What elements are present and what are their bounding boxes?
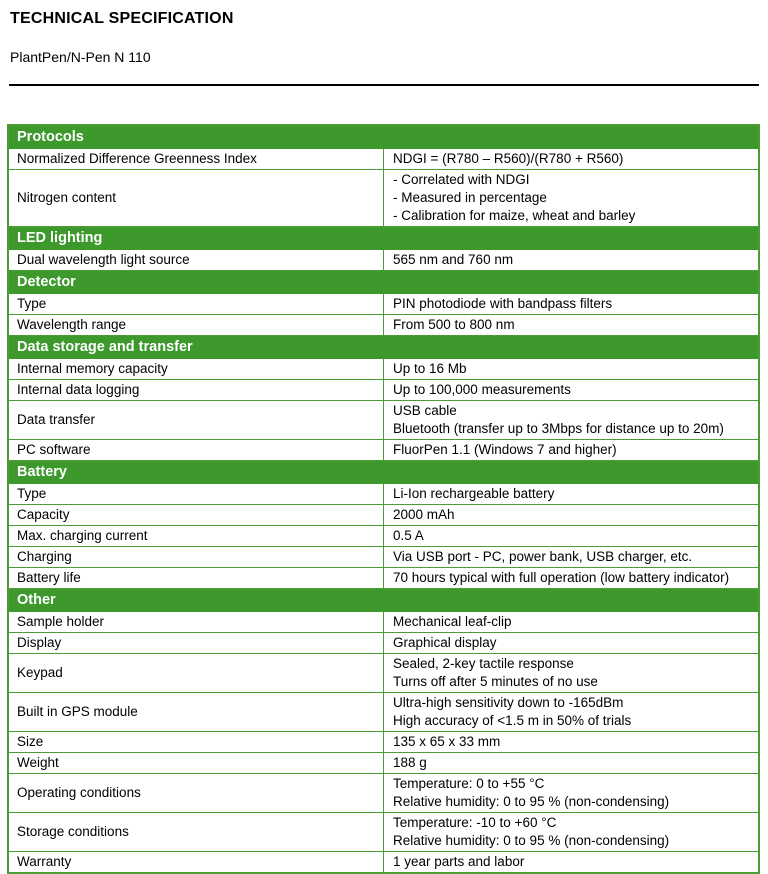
spec-value <box>384 852 760 874</box>
spec-label: Sample holder <box>8 612 384 633</box>
value-line: Relative humidity: 0 to 95 % (non-condensing) <box>393 794 670 809</box>
value-line: 70 hours typical with full operation (low battery indicator) <box>393 570 730 585</box>
spec-row-pc-software <box>8 440 759 461</box>
spec-label: Internal memory capacity <box>8 359 384 380</box>
spec-label: Internal data logging <box>8 380 384 401</box>
spec-value <box>384 440 760 461</box>
section-title: Protocols <box>8 125 759 149</box>
spec-label: Nitrogen content <box>8 170 384 227</box>
spec-row-weight <box>8 753 759 774</box>
spec-value <box>384 813 760 852</box>
value-line: Temperature: 0 to +55 °C <box>393 776 545 791</box>
value-line: Mechanical leaf-clip <box>393 614 512 629</box>
value-line: 135 x 65 x 33 mm <box>393 734 501 749</box>
spec-row-size <box>8 732 759 753</box>
value-line: 0.5 A <box>393 528 424 543</box>
spec-value <box>384 568 760 589</box>
spec-label: Built in GPS module <box>8 693 384 732</box>
spec-label: Battery life <box>8 568 384 589</box>
spec-value <box>384 250 760 271</box>
spec-label: Weight <box>8 753 384 774</box>
spec-value <box>384 380 760 401</box>
value-line: 1 year parts and labor <box>393 854 525 869</box>
spec-label: Dual wavelength light source <box>8 250 384 271</box>
spec-value <box>384 633 760 654</box>
spec-value <box>384 526 760 547</box>
spec-label: Data transfer <box>8 401 384 440</box>
spec-label: Operating conditions <box>8 774 384 813</box>
spec-table <box>7 124 760 874</box>
value-line: USB cable <box>393 403 457 418</box>
spec-row-sample-holder <box>8 612 759 633</box>
value-line: NDGI = (R780 – R560)/(R780 + R560) <box>393 151 624 166</box>
spec-value <box>384 654 760 693</box>
spec-row-built-in-gps-module <box>8 693 759 732</box>
spec-value <box>384 484 760 505</box>
spec-row-wavelength-range <box>8 315 759 336</box>
spec-label: Display <box>8 633 384 654</box>
spec-row-data-transfer <box>8 401 759 440</box>
spec-label: Max. charging current <box>8 526 384 547</box>
section-row-protocols <box>8 125 759 149</box>
spec-table-body <box>8 125 759 873</box>
value-line: Li-Ion rechargeable battery <box>393 486 555 501</box>
spec-value <box>384 359 760 380</box>
spec-row-operating-conditions <box>8 774 759 813</box>
spec-value <box>384 401 760 440</box>
spec-label: Warranty <box>8 852 384 874</box>
section-row-data-storage-and-transfer <box>8 336 759 359</box>
spec-value <box>384 732 760 753</box>
spec-value <box>384 294 760 315</box>
spec-row-charging <box>8 547 759 568</box>
spec-value <box>384 505 760 526</box>
value-line: Sealed, 2-key tactile response <box>393 656 574 671</box>
spec-row-dual-wavelength-light-source <box>8 250 759 271</box>
spec-label: Type <box>8 294 384 315</box>
section-title: Other <box>8 589 759 612</box>
value-line: PIN photodiode with bandpass filters <box>393 296 613 311</box>
spec-row-internal-memory-capacity <box>8 359 759 380</box>
spec-value <box>384 149 760 170</box>
value-line: Up to 100,000 measurements <box>393 382 571 397</box>
page-subtitle: PlantPen/N-Pen N 110 <box>10 49 151 65</box>
value-line: Relative humidity: 0 to 95 % (non-condensing) <box>393 833 670 848</box>
value-line: 188 g <box>393 755 427 770</box>
section-title: Battery <box>8 461 759 484</box>
spec-value <box>384 753 760 774</box>
spec-label: Capacity <box>8 505 384 526</box>
section-row-detector <box>8 271 759 294</box>
spec-row-internal-data-logging <box>8 380 759 401</box>
spec-label: Type <box>8 484 384 505</box>
value-line: Via USB port - PC, power bank, USB charger, etc. <box>393 549 693 564</box>
spec-label: Storage conditions <box>8 813 384 852</box>
spec-row-capacity <box>8 505 759 526</box>
value-line: From 500 to 800 nm <box>393 317 515 332</box>
spec-label: Normalized Difference Greenness Index <box>8 149 384 170</box>
spec-row-nitrogen-content <box>8 170 759 227</box>
document-page <box>0 10 768 874</box>
value-line: 2000 mAh <box>393 507 455 522</box>
spec-row-storage-conditions <box>8 813 759 852</box>
section-title: Data storage and transfer <box>8 336 759 359</box>
spec-row-warranty <box>8 852 759 874</box>
title-divider <box>9 84 759 86</box>
spec-row-display <box>8 633 759 654</box>
spec-row-keypad <box>8 654 759 693</box>
value-line: Ultra-high sensitivity down to -165dBm <box>393 695 624 710</box>
value-line: - Correlated with NDGI <box>393 172 530 187</box>
section-row-battery <box>8 461 759 484</box>
value-line: - Measured in percentage <box>393 190 547 205</box>
spec-row-type <box>8 294 759 315</box>
spec-row-normalized-difference-greenness-index <box>8 149 759 170</box>
spec-value <box>384 693 760 732</box>
spec-label: Charging <box>8 547 384 568</box>
section-title: LED lighting <box>8 227 759 250</box>
value-line: Up to 16 Mb <box>393 361 467 376</box>
spec-value <box>384 612 760 633</box>
spec-value <box>384 170 760 227</box>
value-line: 565 nm and 760 nm <box>393 252 514 267</box>
page-title: TECHNICAL SPECIFICATION <box>10 10 234 27</box>
value-line: - Calibration for maize, wheat and barley <box>393 208 636 223</box>
value-line: FluorPen 1.1 (Windows 7 and higher) <box>393 442 617 457</box>
value-line: Temperature: -10 to +60 °C <box>393 815 557 830</box>
spec-label: PC software <box>8 440 384 461</box>
spec-row-battery-life <box>8 568 759 589</box>
spec-label: Wavelength range <box>8 315 384 336</box>
value-line: Bluetooth (transfer up to 3Mbps for distance up to 20m) <box>393 421 724 436</box>
value-line: High accuracy of <1.5 m in 50% of trials <box>393 713 632 728</box>
value-line: Graphical display <box>393 635 497 650</box>
spec-value <box>384 315 760 336</box>
spec-label: Keypad <box>8 654 384 693</box>
section-row-other <box>8 589 759 612</box>
section-title: Detector <box>8 271 759 294</box>
spec-label: Size <box>8 732 384 753</box>
section-row-led-lighting <box>8 227 759 250</box>
spec-row-max-charging-current <box>8 526 759 547</box>
spec-row-type <box>8 484 759 505</box>
spec-value <box>384 547 760 568</box>
spec-value <box>384 774 760 813</box>
value-line: Turns off after 5 minutes of no use <box>393 674 598 689</box>
